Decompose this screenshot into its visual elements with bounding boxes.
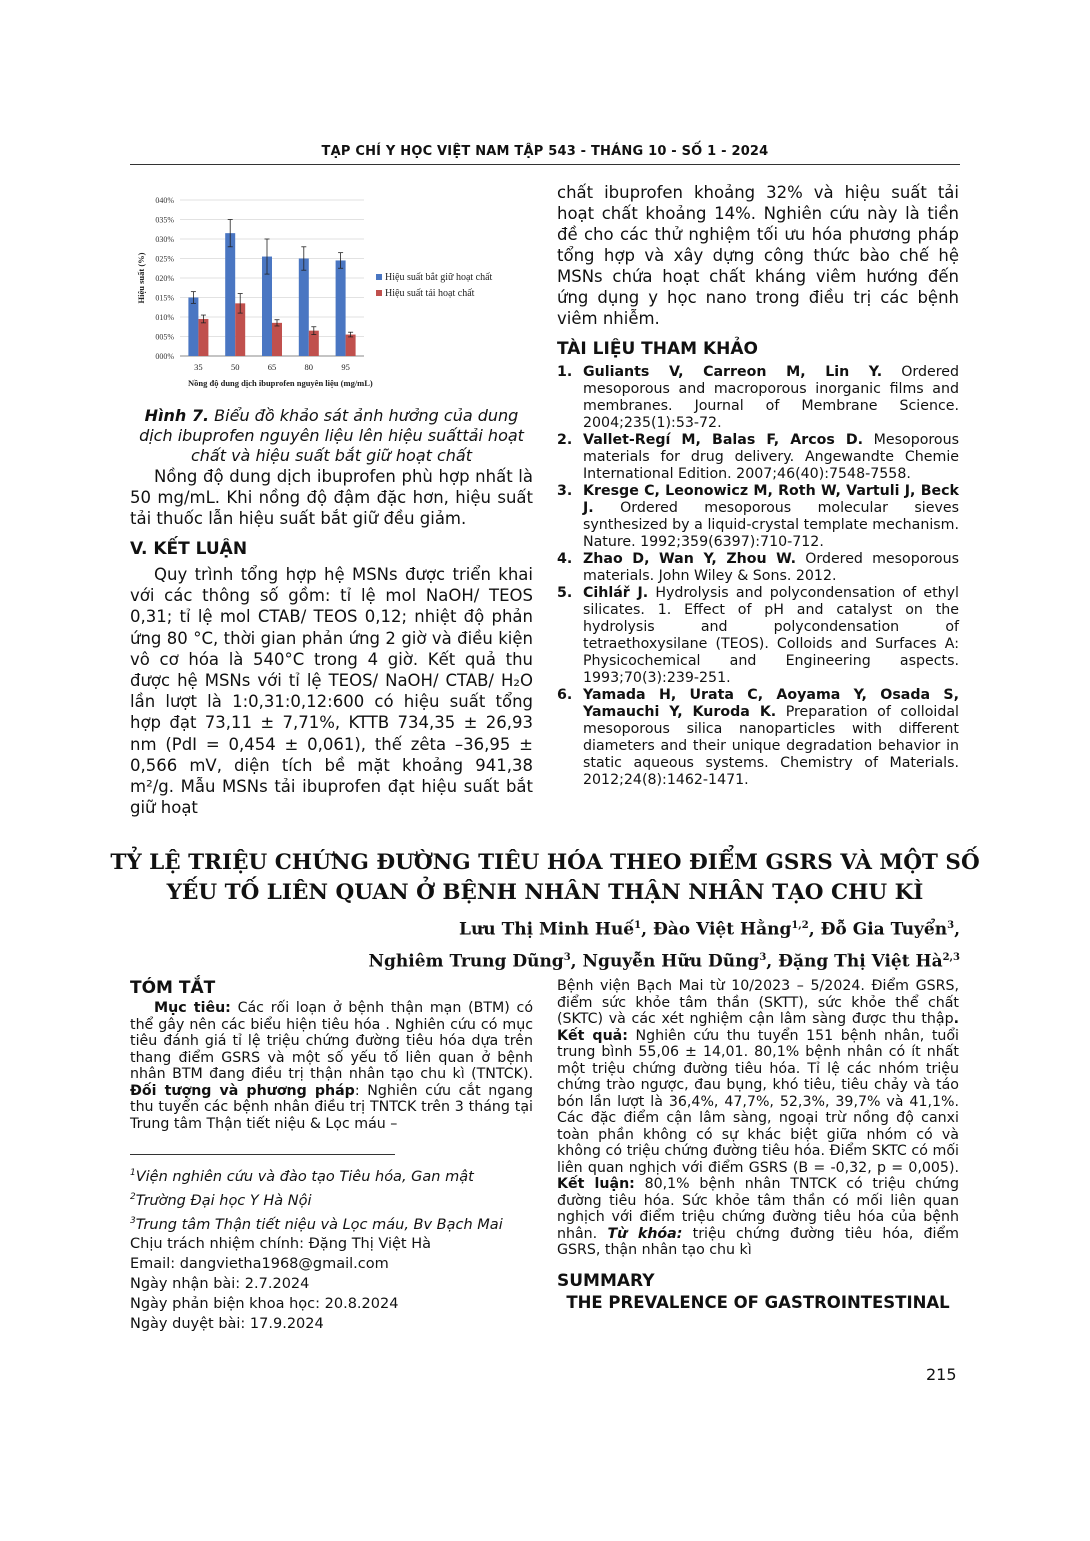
x-axis-label: Nồng độ dung dịch ibuprofen nguyên liệu (mg/mL): [188, 378, 373, 388]
y-tick-label: 010%: [155, 313, 174, 322]
y-tick-label: 025%: [155, 254, 174, 264]
footnote-text: Viện nghiên cứu và đào tạo Tiêu hóa, Gan mật: [135, 1168, 474, 1185]
author-separator: ,: [766, 951, 779, 972]
footnote-mark: 3: [130, 1215, 136, 1226]
reference-body: Ordered mesoporous and macroporous inorganic films and membranes. Journal of Membrane Science. 2004;235(1):53-72.: [583, 364, 960, 431]
text-doi-tuong: : Nghiên cứu cắt ngang thu tuyển các bệnh nhân điều trị TNTCK trên 3 tháng tại Trung tâm Thận tiết niệu & Lọc máu –: [130, 1082, 533, 1132]
footnotes: [130, 1163, 533, 1234]
author-separator: ,: [570, 951, 583, 972]
label-muc-tieu: Mục tiêu:: [154, 1000, 231, 1016]
reference-text: [583, 432, 959, 483]
paragraph-after-figure: Nồng độ dung dịch ibuprofen phù hợp nhất là 50 mg/mL. Khi nồng độ đậm đặc hơn, hiệu suất tải thuốc lẫn hiệu suất bắt giữ đều giảm.: [130, 467, 533, 528]
x-tick-label: 65: [267, 362, 277, 372]
contact-line: Ngày nhận bài: 2.7.2024: [130, 1276, 310, 1293]
contact-line: Chịu trách nhiệm chính: Đặng Thị Việt Hà: [130, 1236, 432, 1253]
legend-label: Hiệu suất bắt giữ hoạt chất: [385, 272, 493, 283]
reference-body: Ordered mesoporous materials. John Wiley & Sons. 2012.: [583, 551, 959, 584]
reference-number: 4.: [557, 551, 573, 567]
reference-authors: Zhao D, Wan Y, Zhou W.: [583, 551, 797, 567]
reference-body: Hydrolysis and polycondensation of ethyl silicates. 1. Effect of pH and catalyst on the hydrolysis and polycondensation of tetraethoxysilane (TEOS). Colloids and Surfaces A: Physicochemical and Engineering aspects. 1993;70(3):239-251.: [583, 585, 959, 686]
author-list: [160, 912, 960, 975]
reference-text: [583, 585, 959, 687]
author-affiliation: 3: [947, 920, 955, 931]
reference-item: [557, 585, 959, 687]
y-tick-label: 005%: [155, 332, 174, 342]
bar: [346, 335, 356, 356]
reference-text: [583, 551, 959, 585]
author-name: Nghiêm Trung Dũng: [368, 951, 564, 972]
reference-item: [557, 364, 959, 432]
references-list: [557, 364, 959, 789]
summary-vn-heading: TÓM TẮT: [130, 978, 216, 998]
bar: [188, 298, 198, 357]
bar: [299, 259, 309, 357]
author-affiliation: 3: [563, 951, 571, 963]
y-tick-label: 000%: [155, 352, 174, 361]
article-title-line2: YẾU TỐ LIÊN QUAN Ở BỆNH NHÂN THẬN NHÂN TẠO CHU KÌ: [166, 880, 924, 905]
references-heading: TÀI LIỆU THAM KHẢO: [557, 339, 758, 359]
x-tick-label: 80: [304, 362, 314, 372]
bar-chart-svg: [132, 188, 532, 398]
text-ket-qua: Nghiên cứu thu tuyển 151 bệnh nhân, tuổi trung bình 55,06 ± 14,01. 80,1% bệnh nhân có ít nhất một triệu chứng đường tiêu hóa. Tỉ lệ các nhóm triệu chứng trào ngược, đau bụng, khó tiêu, tiêu chảy và táo bón lần lượt là 36,4%, 47,7%, 52,3%, 39,7% và 41,1%. Các đặc điểm cận lâm sàng, ngoại trừ nồng độ canxi toàn phần không có sự khác biệt giữa nhóm có và không có triệu chứng đường tiêu hóa. Điểm SKTC có mối liên quan nghịch với điểm GSRS (B = -0,32, p = 0,005).: [557, 1027, 959, 1176]
reference-authors: Kresge C, Leonowicz M, Roth W, Vartuli J, Beck J.: [583, 483, 959, 516]
footnote-item: [130, 1187, 533, 1211]
reference-item: [557, 483, 959, 551]
figure-caption-text: Biểu đồ khảo sát ảnh hưởng của dung dịch ibuprofen nguyên liệu lên hiệu suấttải hoạt chất và hiệu suất bắt giữ hoạt chất: [139, 406, 524, 465]
footnote-mark: 1: [130, 1168, 136, 1178]
reference-number: 3.: [557, 483, 573, 499]
footnote-item: [130, 1163, 533, 1187]
figure-caption-label: Hình 7.: [144, 406, 210, 425]
y-tick-label: 035%: [155, 215, 174, 225]
author-affiliation: 3: [759, 951, 767, 963]
author-line: [160, 912, 960, 944]
summary-en-heading: SUMMARY: [557, 1270, 655, 1291]
y-tick-label: 040%: [155, 196, 174, 205]
label-tu-khoa: Từ khóa:: [607, 1225, 683, 1242]
reference-body: Mesoporous materials for drug delivery. Angewandte Chemie International Edition. 2007;46(40):7548-7558.: [583, 432, 959, 482]
label-ket-qua: . Kết quả:: [557, 1011, 959, 1044]
y-tick-label: 020%: [155, 274, 174, 283]
footnote-text: Trung tâm Thận tiết niệu và Lọc máu, Bv Bạch Mai: [135, 1216, 503, 1233]
reference-authors: Vallet-Regí M, Balas F, Arcos D.: [583, 432, 864, 448]
legend-swatch: [376, 274, 382, 280]
bar: [272, 323, 282, 356]
reference-number: 5.: [557, 585, 573, 601]
reference-number: 2.: [557, 432, 573, 448]
x-tick-label: 50: [230, 362, 240, 372]
bar: [225, 233, 235, 356]
author-name: Nguyễn Hữu Dũng: [582, 951, 760, 972]
reference-item: [557, 551, 959, 585]
page-number: 215: [926, 1365, 957, 1384]
x-tick-label: 95: [341, 362, 350, 372]
abstract-part-2: [557, 978, 959, 1259]
reference-body: Ordered mesoporous molecular sieves synthesized by a liquid-crystal template mechanism. Nature. 1992;359(6397):710-712.: [583, 500, 959, 550]
reference-authors: Cihlář J.: [583, 585, 649, 601]
reference-number: 1.: [557, 364, 573, 380]
author-name: Đào Việt Hằng: [652, 919, 792, 940]
reference-text: [583, 483, 959, 551]
legend-swatch: [376, 290, 382, 296]
footnote-item: [130, 1211, 533, 1235]
contact-line: Ngày phản biện khoa học: 20.8.2024: [130, 1296, 399, 1313]
article-title: [110, 848, 980, 908]
label-ket-luan: Kết luận:: [557, 1176, 635, 1192]
author-affiliation: 1,2: [791, 920, 809, 931]
author-separator: ,: [641, 919, 653, 940]
author-affiliation: 1: [634, 920, 642, 931]
reference-number: 6.: [557, 687, 573, 703]
bar: [336, 260, 346, 356]
paragraph-conclusion: Quy trình tổng hợp hệ MSNs được triển khai với các thông số gồm: tỉ lệ mol NaOH/ TEOS 0,31; tỉ lệ mol CTAB/ TEOS 0,12; nhiệt độ phản ứng 80 °C, thời gian phản ứng 2 giờ và điều kiện vô cơ hóa là 540°C trong 4 giờ. Kết quả thu được hệ MSNs với tỉ lệ TEOS/ NaOH/ CTAB/ H₂O lần lượt là 1:0,31:0,12:600 có hiệu suất tổng hợp đạt 73,11 ± 7,71%, KTTB 734,35 ± 26,93 nm (PdI = 0,454 ± 0,061), thế zêta –36,95 ± 0,566 mV, diện tích bề mặt khoảng 941,38 m²/g. Mẫu MSNs tải ibuprofen đạt hiệu suất bắt giữ hoạt: [130, 565, 533, 818]
footnote-mark: 2: [130, 1191, 136, 1202]
y-tick-label: 030%: [155, 235, 174, 244]
article-title-line1: TỶ LỆ TRIỆU CHỨNG ĐƯỜNG TIÊU HÓA THEO ĐIỂM GSRS VÀ MỘT SỐ: [110, 850, 980, 875]
author-name: Lưu Thị Minh Huế: [458, 919, 635, 940]
header-rule: [130, 164, 960, 165]
contact-line: Ngày duyệt bài: 17.9.2024: [130, 1316, 324, 1333]
author-separator: ,: [954, 919, 960, 940]
right-column-top: [557, 182, 959, 789]
legend-label: Hiệu suất tải hoạt chất: [385, 288, 475, 299]
author-name: Đặng Thị Việt Hà: [778, 951, 943, 972]
abstract-right-column: [557, 978, 959, 1312]
author-name: Đỗ Gia Tuyển: [820, 919, 948, 940]
section-heading-conclusion: V. KẾT LUẬN: [130, 539, 248, 559]
left-column-top: [130, 406, 533, 818]
reference-authors: Guliants V, Carreon M, Lin Y.: [583, 364, 883, 380]
bar: [198, 319, 208, 356]
author-separator: ,: [808, 919, 821, 940]
reference-body: Preparation of colloidal mesoporous silica nanoparticles with different diameters and their unique degradation behavior in static aqueous systems. Chemistry of Materials. 2012;24(8):1462-1471.: [583, 704, 959, 788]
figure-caption: [130, 406, 533, 466]
running-header: TẠP CHÍ Y HỌC VIỆT NAM TẬP 543 - THÁNG 10 - SỐ 1 - 2024: [321, 144, 769, 159]
reference-item: [557, 687, 959, 789]
text-ket-luan: 80,1% bệnh nhân TNTCK có triệu chứng đường tiêu hóa. Sức khỏe tâm thần có mối liên quan nghịch với điểm triệu chứng đường tiêu hóa của bệnh nhân.: [557, 1176, 959, 1242]
contact-info: [130, 1234, 533, 1334]
text-muc-tieu: Các rối loạn ở bệnh thận mạn (BTM) có thể gây nên các biểu hiện tiêu hóa . Nghiên cứu có mục tiêu đánh giá tỉ lệ triệu chứng đường tiêu hóa dựa trên thang điểm GSRS và một số yếu tố liên quan ở bệnh nhân BTM đang điều trị thận nhân tạo chu kì (TNTCK).: [130, 1000, 533, 1082]
y-axis-label: Hiệu suất (%): [136, 252, 146, 304]
footnote-text: Trường Đại học Y Hà Nội: [135, 1192, 312, 1209]
reference-text: [583, 364, 959, 432]
y-tick-label: 015%: [155, 293, 174, 303]
summary-en-subtitle: THE PREVALENCE OF GASTROINTESTINAL: [566, 1292, 950, 1312]
author-affiliation: 2,3: [942, 951, 960, 963]
reference-authors: Yamada H, Urata C, Aoyama Y, Osada S, Yamauchi Y, Kuroda K.: [583, 687, 959, 720]
text-tu-khoa: triệu chứng đường tiêu hóa, điểm GSRS, thận nhân tạo chu kì: [557, 1225, 959, 1258]
paragraph-continued: chất ibuprofen khoảng 32% và hiệu suất tải hoạt chất khoảng 14%. Nghiên cứu này là tiền đề cho các thử nghiệm tối ưu hóa phương pháp tổng hợp và xây dựng công thức bào chế hệ MSNs chứa hoạt chất kháng viêm hướng đến ứng dụng y học nano trong điều trị các bệnh viêm nhiễm.: [557, 183, 959, 328]
abstract-left-column: [130, 978, 533, 1334]
author-line: [160, 944, 960, 976]
figure-7-chart: [132, 188, 532, 398]
abstract-part-1: [130, 1000, 533, 1132]
contact-line: Email: dangvietha1968@gmail.com: [130, 1256, 389, 1273]
text-abstract-methods: Bệnh viện Bạch Mai từ 10/2023 – 5/2024. Điểm GSRS, điểm sức khỏe tâm thần (SKTT), sức khỏe thể chất (SKTC) và các xét nghiệm cận lâm sàng được thu thập: [557, 978, 959, 1027]
footnote-rule: [130, 1154, 395, 1155]
reference-text: [583, 687, 959, 789]
label-doi-tuong: Đối tượng và phương pháp: [130, 1082, 355, 1099]
reference-item: [557, 432, 959, 483]
x-tick-label: 35: [194, 362, 203, 372]
